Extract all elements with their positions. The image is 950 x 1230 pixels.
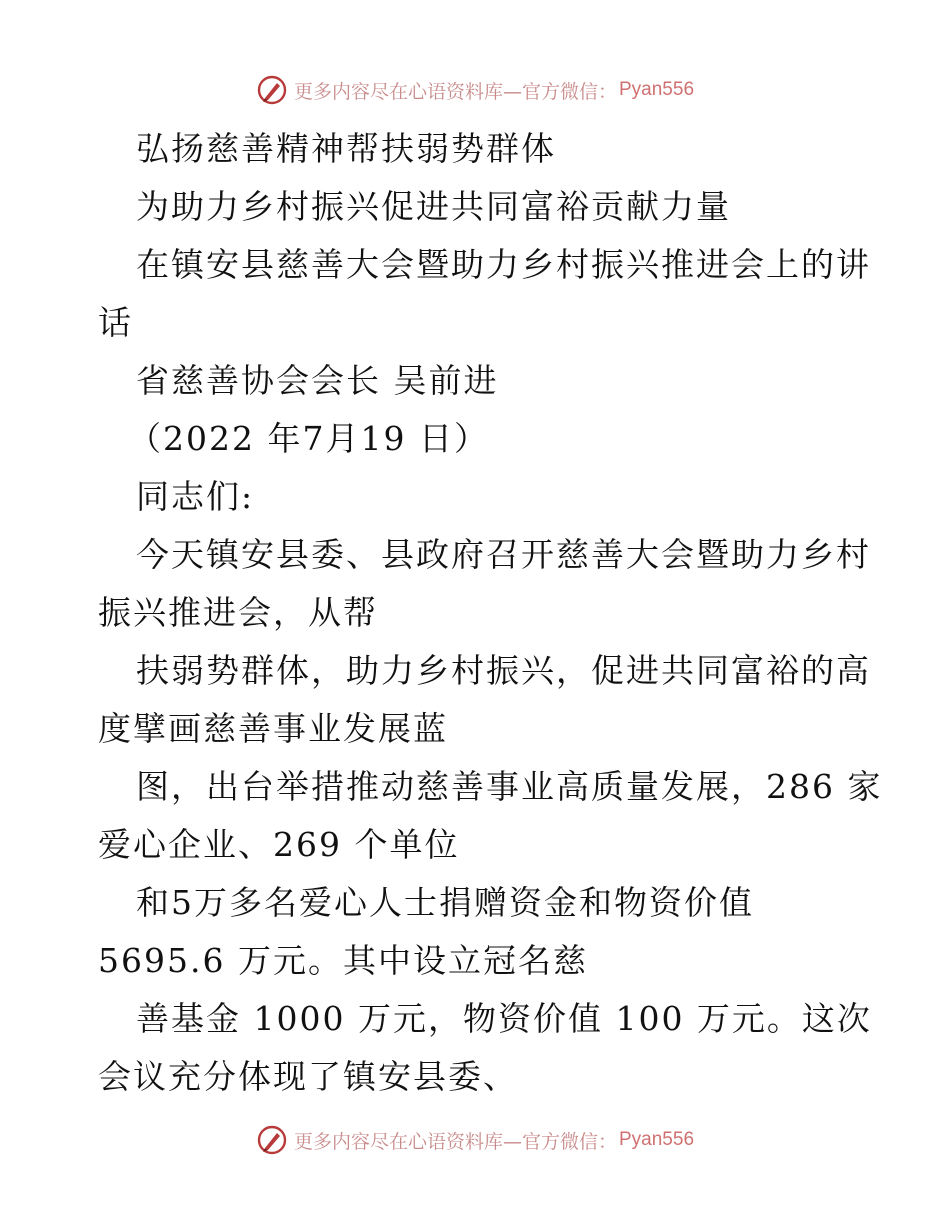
doc-title-line-1: 弘扬慈善精神帮扶弱势群体 bbox=[136, 129, 556, 168]
doc-salutation: 同志们: bbox=[136, 477, 255, 516]
document-body bbox=[98, 120, 883, 1106]
doc-paragraph-line: 振兴推进会，从帮 bbox=[98, 593, 378, 632]
doc-date: （2022 年7月19 日） bbox=[128, 419, 489, 458]
doc-author: 省慈善协会会长 吴前进 bbox=[136, 361, 499, 400]
watermark-wechat-id: Pyan556 bbox=[619, 79, 695, 100]
doc-paragraph-line: 会议充分体现了镇安县委、 bbox=[98, 1057, 518, 1096]
doc-paragraph-line: 善基金 1000 万元，物资价值 100 万元。这次 bbox=[136, 999, 872, 1038]
watermark-header bbox=[0, 72, 950, 108]
doc-paragraph-line: 度擘画慈善事业发展蓝 bbox=[98, 709, 448, 748]
doc-title-line-2: 为助力乡村振兴促进共同富裕贡献力量 bbox=[136, 187, 731, 226]
pen-logo-icon bbox=[256, 74, 288, 106]
doc-subtitle-line-1: 在镇安县慈善大会暨助力乡村振兴推进会上的讲 bbox=[136, 245, 871, 284]
watermark-text: 更多内容尽在心语资料库—官方微信： bbox=[293, 1130, 617, 1153]
watermark-footer bbox=[0, 1122, 950, 1158]
doc-subtitle-line-2: 话 bbox=[98, 303, 133, 342]
doc-paragraph-line: 爱心企业、269 个单位 bbox=[98, 825, 460, 864]
watermark-text: 更多内容尽在心语资料库—官方微信： bbox=[293, 80, 617, 103]
doc-paragraph-line: 扶弱势群体，助力乡村振兴，促进共同富裕的高 bbox=[136, 651, 871, 690]
watermark-wechat-id: Pyan556 bbox=[619, 1129, 695, 1150]
doc-paragraph-line: 今天镇安县委、县政府召开慈善大会暨助力乡村 bbox=[136, 535, 871, 574]
doc-paragraph-line: 图，出台举措推动慈善事业高质量发展，286 家 bbox=[136, 767, 883, 806]
doc-paragraph-line: 和5万多名爱心人士捐赠资金和物资价值 bbox=[136, 883, 754, 922]
pen-logo-icon bbox=[256, 1124, 288, 1156]
doc-paragraph-line: 5695.6 万元。其中设立冠名慈 bbox=[98, 941, 588, 980]
